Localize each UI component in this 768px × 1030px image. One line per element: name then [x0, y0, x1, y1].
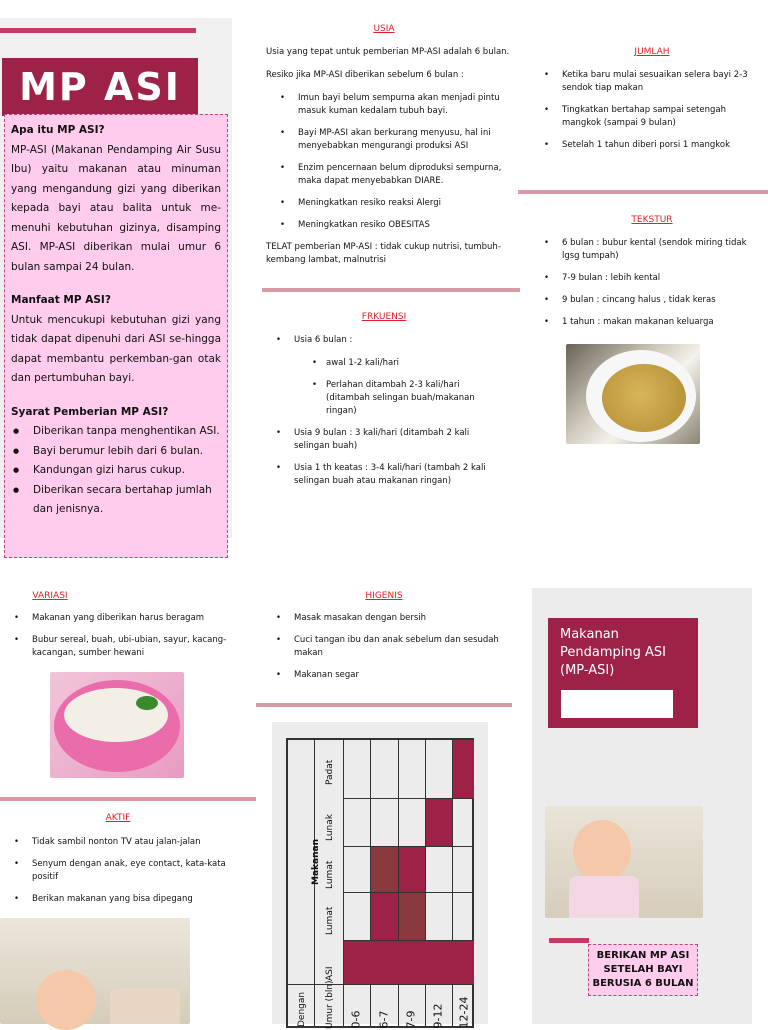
grid-line — [343, 798, 472, 799]
list-item: • awal 1-2 kali/hari — [308, 357, 496, 370]
section-heading-frekuensi: FRKUENSI — [361, 312, 407, 322]
list-item: • Makanan segar — [272, 669, 500, 682]
usia-risk-intro: Resiko jika MP-ASI diberikan sebelum 6 bulan : — [266, 70, 464, 80]
frekuensi-section — [272, 334, 496, 497]
list-item: • Usia 9 bulan : 3 kali/hari (ditambah 2 kali selingan buah) — [272, 427, 496, 453]
cover-title-box — [548, 618, 698, 728]
grid-line — [288, 984, 472, 985]
list-item — [272, 334, 496, 418]
row-label: 12-24 — [457, 996, 471, 1029]
hand-shape — [110, 988, 180, 1024]
list-item: • Setelah 1 tahun diberi porsi 1 mangkok — [540, 139, 758, 152]
makanan-label: Makanan — [311, 839, 321, 885]
table-cell-filled — [426, 799, 452, 846]
aktif-list — [10, 836, 240, 906]
higenis-list — [272, 612, 500, 682]
cover-title: Makanan Pendamping ASI (MP-ASI) — [560, 627, 666, 678]
requirements-list — [11, 422, 221, 520]
table-cell-filled — [344, 941, 474, 984]
divider — [256, 703, 512, 707]
higenis-section — [272, 612, 500, 691]
intro-panel — [0, 18, 232, 538]
table-cell-filled — [453, 740, 474, 798]
baby-photo — [0, 918, 190, 1024]
usia-section — [266, 46, 512, 267]
table-cell-filled — [399, 847, 425, 892]
section-heading-variasi: VARIASI — [32, 591, 68, 601]
question-requirements: Syarat Pemberian MP ASI? — [11, 405, 169, 418]
list-item: • Bubur sereal, buah, ubi-ubian, sayur, kacang-kacangan, sumber hewani — [10, 634, 240, 660]
list-item: • Berikan makanan yang bisa dipegang — [10, 893, 240, 906]
list-item: • Meningkatkan resiko OBESITAS — [276, 219, 512, 232]
decor-line — [549, 938, 589, 943]
section-heading-usia: USIA — [373, 24, 395, 34]
list-item: • Enzim pencernaan belum diproduksi sempurna, maka dapat menyebabkan DIARE. — [276, 162, 512, 188]
list-item: • Imun bayi belum sempurna akan menjadi pintu masuk kuman kedalam tubuh bayi. — [276, 92, 512, 118]
list-item: ● Bayi berumur lebih dari 6 bulan. — [11, 442, 221, 462]
porridge-shape — [602, 364, 686, 432]
usia-intro: Usia yang tepat untuk pemberian MP-ASI adalah 6 bulan. — [266, 47, 510, 57]
list-item: ● Diberikan tanpa menghentikan ASI. — [11, 422, 221, 442]
leaf-shape — [136, 696, 158, 710]
corner-label: Dengan — [297, 991, 307, 1027]
row-label: 9-12 — [431, 1003, 445, 1029]
list-item: • Cuci tangan ibu dan anak sebelum dan sesudah makan — [272, 634, 500, 660]
row-label: 0-6 — [349, 1010, 363, 1029]
variasi-list — [10, 612, 240, 660]
list-item: ● Diberikan secara bertahap jumlah dan jenisnya. — [11, 481, 221, 520]
baby-face-shape — [36, 970, 96, 1030]
list-item: • Usia 1 th keatas : 3-4 kali/hari (tambah 2 kali selingan buah atau makanan ringan) — [272, 462, 496, 488]
corner-label: Umur (bln) — [325, 980, 335, 1029]
list-item: • Masak masakan dengan bersih — [272, 612, 500, 625]
cover-inner-box — [561, 690, 673, 718]
section-heading-jumlah: JUMLAH — [634, 47, 670, 57]
page-title: MP ASI — [2, 58, 198, 116]
section-heading-tekstur: TEKSTUR — [631, 215, 673, 225]
divider — [0, 797, 256, 801]
answer-what: MP-ASI (Makanan Pendamping Air Susu Ibu) yaitu makanan atau minuman yang mengandung gizi yang diberikan kepada bayi atau balita untuk me-menuhi kebutuhan gizinya, disamping ASI. MP-ASI diberikan mulai umur 6 bulan sampai 24 bulan. — [11, 143, 221, 273]
row-label: 7-9 — [404, 1010, 418, 1029]
row-label: 6-7 — [377, 1010, 391, 1029]
list-item: • Perlahan ditambah 2-3 kali/hari (ditambah selingan buah/makanan ringan) — [308, 379, 496, 418]
table-cell-filled — [371, 893, 398, 940]
section-heading-higenis: HIGENIS — [365, 591, 403, 601]
baby-face-shape — [573, 820, 631, 882]
usia-risk-list — [266, 92, 512, 232]
list-item: • 1 tahun : makan makanan keluarga — [540, 316, 762, 329]
list-item: • 7-9 bulan : lebih kental — [540, 272, 762, 285]
list-item: • 6 bulan : bubur kental (sendok miring tidak lgsg tumpah) — [540, 237, 762, 263]
column-label: Padat — [325, 759, 335, 785]
aktif-section — [10, 836, 240, 915]
info-box — [4, 114, 228, 558]
soup-photo — [50, 672, 184, 778]
tekstur-section — [540, 237, 762, 338]
porridge-photo — [566, 344, 700, 444]
frekuensi-sublist — [294, 357, 496, 418]
texture-grid — [286, 738, 474, 1028]
list-item: • Senyum dengan anak, eye contact, kata-kata positif — [10, 858, 240, 884]
question-what: Apa itu MP ASI? — [11, 124, 105, 136]
texture-table — [272, 722, 488, 1029]
cta-box: BERIKAN MP ASI SETELAH BAYI BERUSIA 6 BULAN — [588, 944, 698, 996]
list-item: • Makanan yang diberikan harus beragam — [10, 612, 240, 625]
list-item: • Tingkatkan bertahap sampai setengah mangkok (sampai 9 bulan) — [540, 104, 758, 130]
variasi-section — [10, 612, 240, 669]
column-label: Lumat — [325, 906, 335, 935]
section-heading-aktif: AKTIF — [105, 813, 131, 823]
divider — [262, 288, 520, 292]
frekuensi-usia6: • Usia 6 bulan : — [294, 335, 353, 345]
column-label: ASI — [325, 966, 335, 981]
tekstur-list — [540, 237, 762, 329]
column-label: Lunak — [325, 814, 335, 841]
frekuensi-list — [272, 334, 496, 488]
question-benefit: Manfaat MP ASI? — [11, 294, 111, 306]
jumlah-list — [540, 69, 758, 152]
list-item: • 9 bulan : cincang halus , tidak keras — [540, 294, 762, 307]
baby-photo — [545, 806, 703, 918]
list-item: • Meningkatkan resiko reaksi Alergi — [276, 197, 512, 210]
answer-benefit: Untuk mencukupi kebutuhan gizi yang tidak dapat dipenuhi dari ASI se-hingga dapat membantu perkemban-gan otak dan pertumbuhan bayi. — [11, 313, 221, 384]
column-label: Lumat — [325, 860, 335, 889]
decor-line — [0, 28, 196, 33]
divider — [518, 190, 768, 194]
list-item: • Tidak sambil nonton TV atau jalan-jalan — [10, 836, 240, 849]
list-item: • Bayi MP-ASI akan berkurang menyusu, hal ini menyebabkan mengurangi produksi ASI — [276, 127, 512, 153]
list-item: • Ketika baru mulai sesuaikan selera bayi 2-3 sendok tiap makan — [540, 69, 758, 95]
bib-shape — [569, 876, 639, 918]
jumlah-section — [540, 69, 758, 161]
list-item: ● Kandungan gizi harus cukup. — [11, 461, 221, 481]
table-cell-filled — [371, 847, 398, 892]
usia-late: TELAT pemberian MP-ASI : tidak cukup nutrisi, tumbuh-kembang lambat, malnutrisi — [266, 242, 501, 265]
table-cell-filled — [399, 893, 425, 940]
